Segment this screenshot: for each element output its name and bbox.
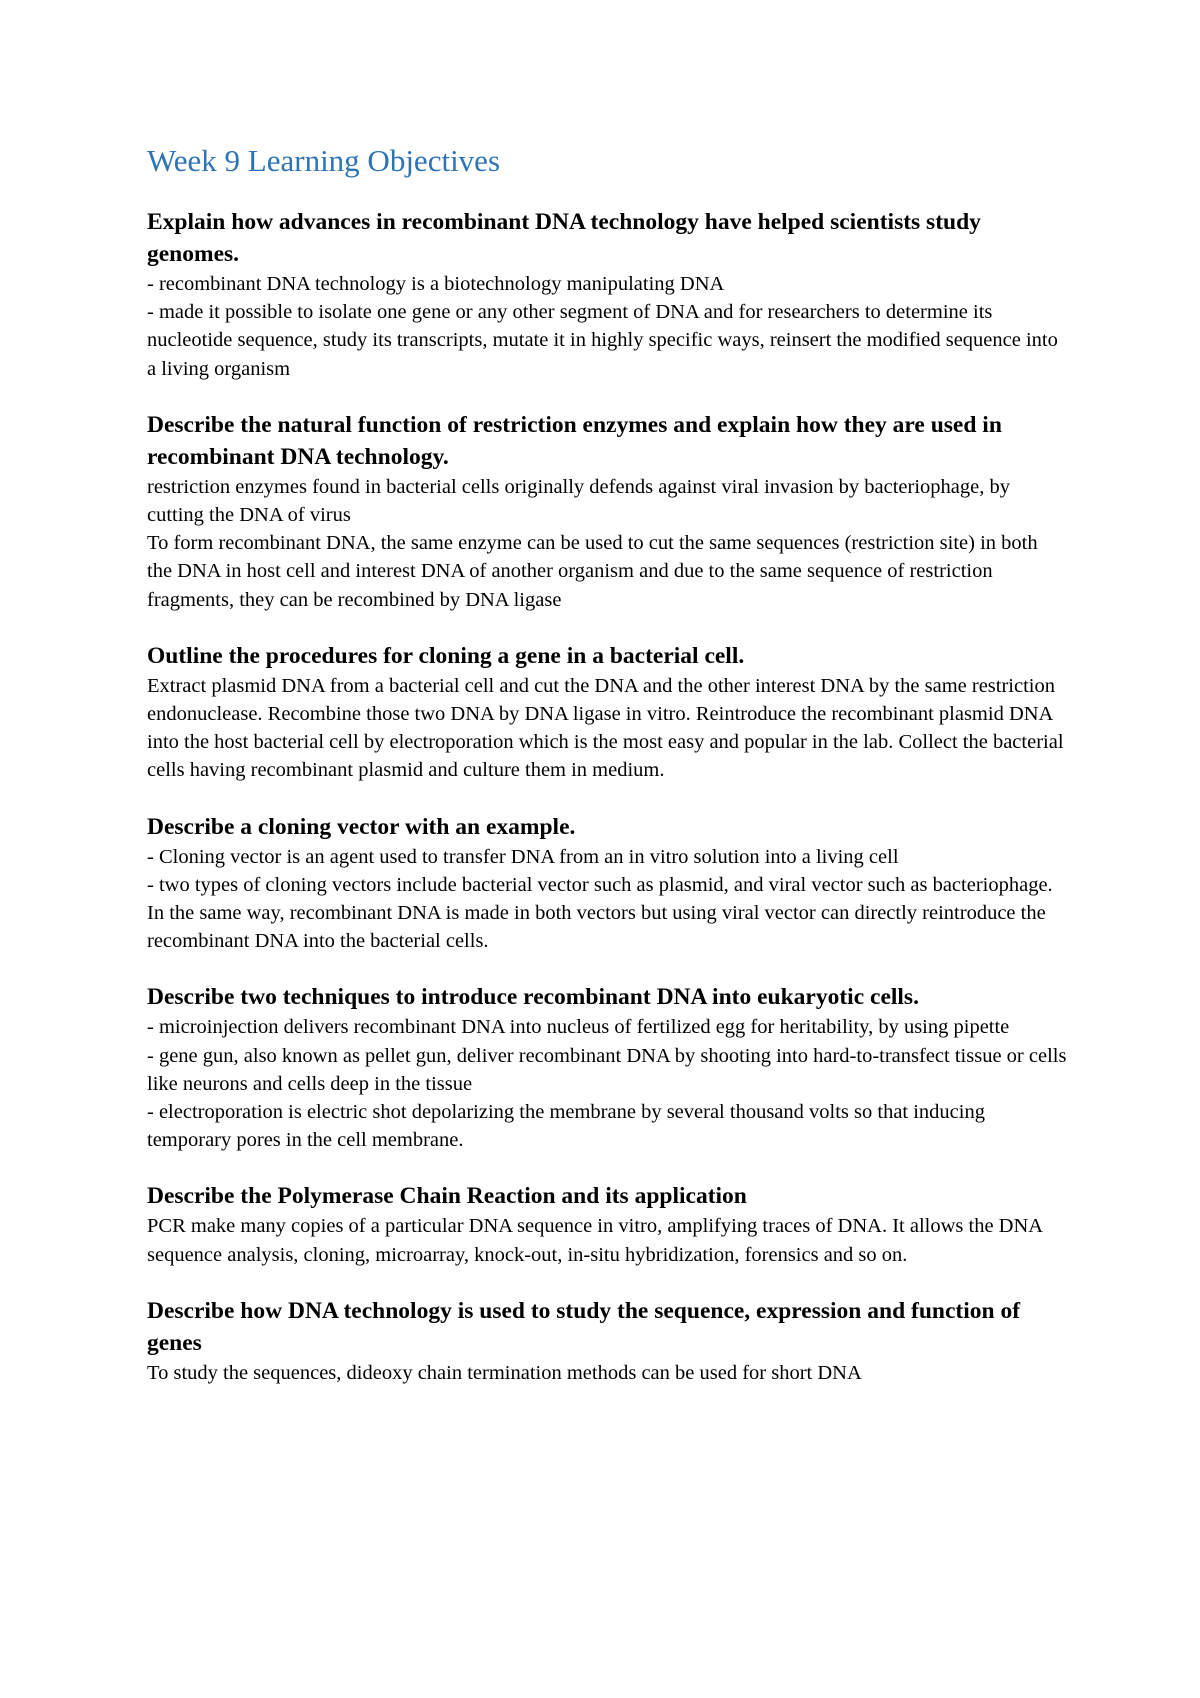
section-dna-technology-genes [147, 1295, 1067, 1387]
section-heading: Describe the natural function of restriction enzymes and explain how they are used in recombinant DNA technology. [147, 411, 1002, 470]
section-line: PCR make many copies of a particular DNA sequence in vitro, amplifying traces of DNA. It allows the DNA sequence analysis, cloning, microarray, knock-out, in-situ hybridization, forensics and so on. [147, 1215, 1042, 1266]
section-heading: Describe the Polymerase Chain Reaction and its application [147, 1183, 747, 1210]
section-heading: Outline the procedures for cloning a gene in a bacterial cell. [147, 642, 745, 669]
section-heading: Describe a cloning vector with an example. [147, 813, 576, 840]
section-line: - two types of cloning vectors include bacterial vector such as plasmid, and viral vector such as bacteriophage. In the same way, recombinant DNA is made in both vectors but using viral vector can directly reintroduce the recombinant DNA into the bacterial cells. [147, 873, 1053, 953]
section-line: Extract plasmid DNA from a bacterial cell and cut the DNA and the other interest DNA by the same restriction endonuclease. Recombine those two DNA by DNA ligase in vitro. Reintroduce the recombinant plasmid DNA into the host bacterial cell by electroporation which is the most easy and popular in the lab. Collect the bacterial cells having recombinant plasmid and culture them in medium. [147, 674, 1064, 782]
section-recombinant-dna-genomes [147, 206, 1067, 383]
section-line: - Cloning vector is an agent used to transfer DNA from an in vitro solution into a living cell [147, 845, 899, 868]
section-heading: Describe how DNA technology is used to study the sequence, expression and function of genes [147, 1297, 1021, 1356]
section-line: To form recombinant DNA, the same enzyme can be used to cut the same sequences (restriction site) in both the DNA in host cell and interest DNA of another organism and due to the same sequence of restriction fragments, they can be recombined by DNA ligase [147, 532, 1038, 611]
section-line: - made it possible to isolate one gene or any other segment of DNA and for researchers to determine its nucleotide sequence, study its transcripts, mutate it in highly specific ways, reinsert the modified sequence into a living organism [147, 301, 1058, 380]
document-page [147, 140, 1067, 1413]
section-pcr [147, 1180, 1067, 1268]
section-cloning-procedure [147, 640, 1067, 785]
section-heading: Describe two techniques to introduce recombinant DNA into eukaryotic cells. [147, 984, 919, 1011]
section-restriction-enzymes [147, 409, 1067, 614]
section-line: - gene gun, also known as pellet gun, deliver recombinant DNA by shooting into hard-to-transfect tissue or cells like neurons and cells deep in the tissue [147, 1044, 1067, 1095]
section-line: - recombinant DNA technology is a biotechnology manipulating DNA [147, 273, 725, 295]
section-eukaryotic-techniques [147, 981, 1067, 1154]
page-title: Week 9 Learning Objectives [147, 143, 501, 178]
section-heading: Explain how advances in recombinant DNA technology have helped scientists study genomes. [147, 209, 981, 267]
section-line: restriction enzymes found in bacterial cells originally defends against viral invasion by bacteriophage, by cutting the DNA of virus [147, 475, 1011, 527]
section-line: To study the sequences, dideoxy chain termination methods can be used for short DNA [147, 1361, 862, 1384]
section-line: - microinjection delivers recombinant DNA into nucleus of fertilized egg for heritability, by using pipette [147, 1016, 1010, 1039]
section-line: - electroporation is electric shot depolarizing the membrane by several thousand volts so that inducing temporary pores in the cell membrane. [147, 1101, 985, 1152]
section-cloning-vector [147, 811, 1067, 956]
